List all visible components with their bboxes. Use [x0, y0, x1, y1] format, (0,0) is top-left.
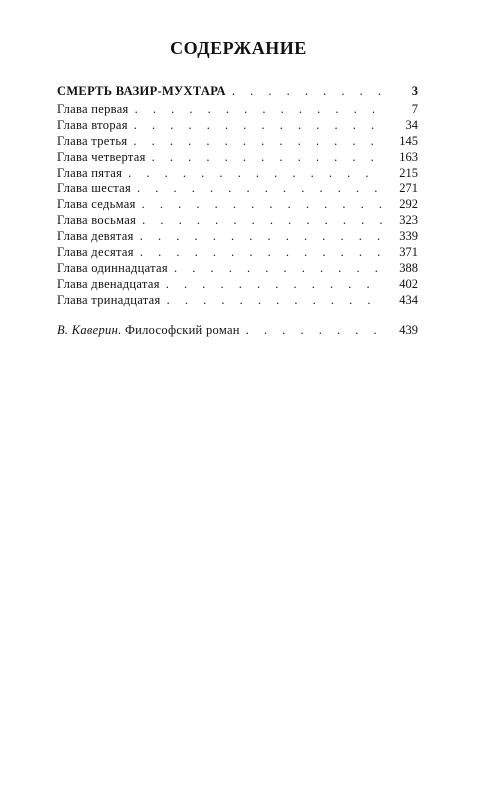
- page-title: СОДЕРЖАНИЕ: [170, 38, 307, 58]
- dot-leader: [134, 118, 384, 134]
- toc-entry-chapter[interactable]: [57, 150, 418, 166]
- toc-entry-label: Глава девятая: [57, 229, 134, 244]
- toc-entry-chapter[interactable]: [57, 197, 418, 213]
- toc-page-number: 145: [399, 133, 418, 148]
- toc-entry-label: Глава пятая: [57, 165, 123, 180]
- toc-entry-chapter[interactable]: [57, 229, 418, 245]
- dot-leader: [137, 181, 384, 197]
- dot-leader: [140, 229, 384, 245]
- dot-leader: [142, 197, 384, 213]
- toc-page-number: 292: [399, 197, 418, 212]
- toc-entry-chapter[interactable]: [57, 134, 418, 150]
- afterword-author: В. Каверин.: [57, 322, 122, 337]
- toc-entry-afterword[interactable]: [57, 323, 418, 339]
- dot-leader: [140, 245, 384, 261]
- toc-entry-chapter[interactable]: [57, 277, 418, 293]
- toc-entry-chapter[interactable]: [57, 213, 418, 229]
- toc-entry-chapter[interactable]: [57, 102, 418, 118]
- toc-entry-label: Глава третья: [57, 133, 128, 148]
- afterword-title: Философский роман: [124, 322, 240, 337]
- dot-leader: [166, 277, 384, 293]
- toc-entry-chapter[interactable]: [57, 261, 418, 277]
- toc-page-number: 339: [399, 229, 418, 244]
- toc-page-number: 371: [399, 245, 418, 260]
- toc-page-number: 402: [399, 276, 418, 291]
- toc-entry-label: Глава восьмая: [57, 213, 137, 228]
- toc-page-number: 323: [399, 213, 418, 228]
- toc-entry-label: Глава седьмая: [57, 197, 136, 212]
- toc-entry-label: [57, 323, 240, 339]
- dot-leader: [133, 134, 384, 150]
- toc-entry-label: Глава четвертая: [57, 149, 146, 164]
- dot-leader: [246, 323, 384, 339]
- dot-leader: [232, 83, 384, 100]
- toc-entry-label: Глава одиннадцатая: [57, 260, 168, 275]
- toc-page-number: 388: [399, 260, 418, 275]
- dot-leader: [167, 293, 384, 309]
- toc-entry-chapter[interactable]: [57, 166, 418, 182]
- table-of-contents: [57, 83, 418, 338]
- dot-leader: [174, 261, 384, 277]
- toc-page-number: 163: [399, 149, 418, 164]
- toc-entry-chapter[interactable]: [57, 181, 418, 197]
- dot-leader: [135, 102, 384, 118]
- toc-entry-label: Глава первая: [57, 102, 129, 116]
- toc-entry-main[interactable]: [57, 83, 418, 100]
- toc-page-number: 434: [399, 292, 418, 307]
- toc-entry-label: Глава вторая: [57, 117, 128, 132]
- toc-page-number: 271: [399, 181, 418, 196]
- dot-leader: [128, 166, 384, 182]
- toc-entry-label: Глава шестая: [57, 181, 132, 196]
- toc-page-number: 215: [399, 165, 418, 180]
- spacer: [57, 309, 418, 323]
- toc-page-number: 7: [411, 102, 418, 116]
- toc-page-number: 3: [411, 84, 418, 98]
- dot-leader: [142, 213, 384, 229]
- toc-page-number: 34: [405, 117, 418, 132]
- toc-entry-label: СМЕРТЬ ВАЗИР-МУХТАРА: [57, 84, 226, 98]
- toc-entry-label: Глава двенадцатая: [57, 276, 160, 291]
- toc-page-number: 439: [399, 322, 418, 337]
- toc-entry-chapter[interactable]: [57, 118, 418, 134]
- toc-entry-chapter[interactable]: [57, 245, 418, 261]
- dot-leader: [152, 150, 384, 166]
- toc-entry-chapter[interactable]: [57, 293, 418, 309]
- toc-entry-label: Глава тринадцатая: [57, 292, 161, 307]
- toc-entry-label: Глава десятая: [57, 245, 134, 260]
